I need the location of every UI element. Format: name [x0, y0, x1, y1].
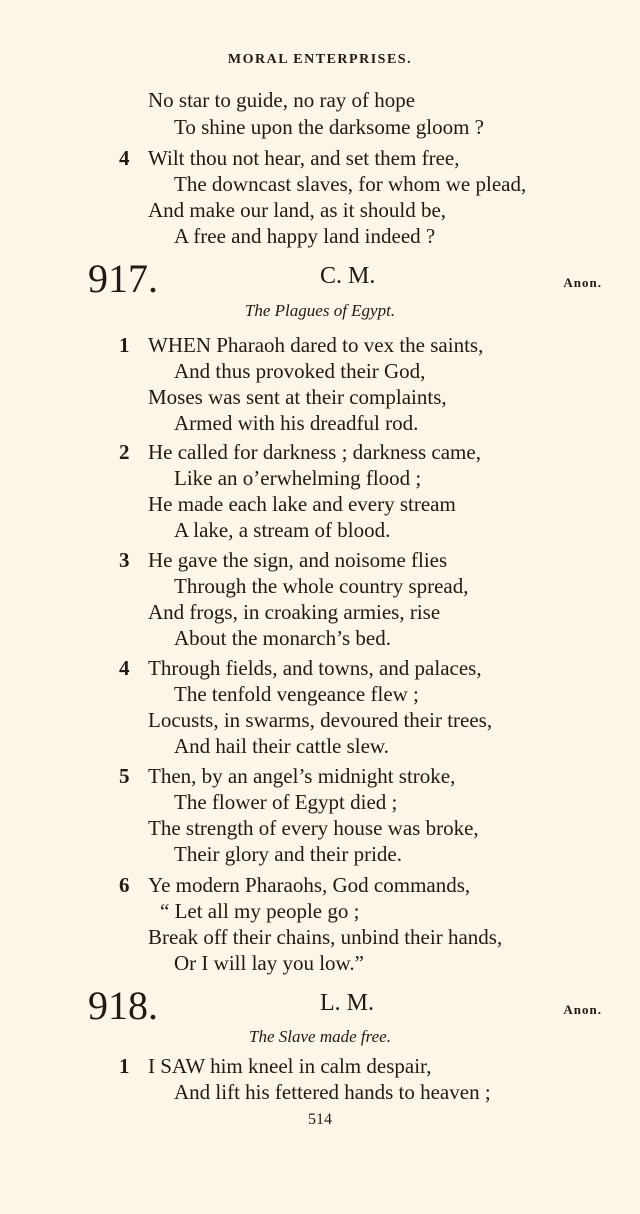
- hymn-title: The Slave made free.: [249, 1027, 391, 1046]
- verse-line: “ Let all my people go ;: [160, 899, 360, 923]
- verse-number: 4: [119, 146, 130, 170]
- verse-line: About the monarch’s bed.: [174, 626, 391, 650]
- verse-line: Break off their chains, unbind their hands,: [148, 925, 503, 949]
- verse-line: He called for darkness ; darkness came,: [148, 440, 481, 464]
- verse-line: Wilt thou not hear, and set them free,: [148, 146, 460, 170]
- hymn-meter: L. M.: [320, 990, 374, 1016]
- verse-line: The strength of every house was broke,: [148, 816, 479, 840]
- verse-line: And lift his fettered hands to heaven ;: [174, 1080, 491, 1104]
- hymn-meter: C. M.: [320, 263, 376, 289]
- verse-line: Or I will lay you low.”: [174, 951, 364, 975]
- verse-number: 1: [119, 333, 130, 357]
- verse-line: Ye modern Pharaohs, God commands,: [148, 873, 471, 897]
- verse-line: Like an o’erwhelming flood ;: [174, 466, 422, 490]
- verse-number: 1: [119, 1054, 130, 1078]
- verse-number: 3: [119, 548, 130, 572]
- verse-line: And hail their cattle slew.: [174, 734, 389, 758]
- carryover-line: No star to guide, no ray of hope: [148, 88, 416, 112]
- verse-line: He made each lake and every stream: [148, 492, 456, 516]
- verse-line: The downcast slaves, for whom we plead,: [174, 172, 527, 196]
- verse-line: Through the whole country spread,: [174, 574, 469, 598]
- verse-line: WHEN Pharaoh dared to vex the saints,: [148, 333, 484, 357]
- hymn-number: 918.: [88, 983, 158, 1028]
- verse-line: Through fields, and towns, and palaces,: [148, 656, 482, 680]
- verse-line: A free and happy land indeed ?: [174, 224, 436, 248]
- verse-line: Their glory and their pride.: [174, 842, 403, 866]
- verse-line: He gave the sign, and noisome flies: [148, 548, 448, 572]
- verse-number: 4: [119, 656, 130, 680]
- carryover-line: To shine upon the darksome gloom ?: [174, 115, 484, 139]
- verse-number: 5: [119, 764, 130, 788]
- verse-number: 6: [119, 873, 130, 897]
- hymn-title: The Plagues of Egypt.: [244, 301, 396, 320]
- verse-line: And thus provoked their God,: [174, 359, 426, 383]
- verse-line: Moses was sent at their complaints,: [148, 385, 447, 409]
- verse-line: Then, by an angel’s midnight stroke,: [148, 764, 456, 788]
- verse-number: 2: [119, 440, 130, 464]
- verse-line: The tenfold vengeance flew ;: [174, 682, 419, 706]
- running-head: MORAL ENTERPRISES.: [227, 52, 413, 67]
- verse-line: I SAW him kneel in calm despair,: [148, 1054, 432, 1078]
- verse-line: And make our land, as it should be,: [148, 198, 447, 222]
- verse-line: The flower of Egypt died ;: [174, 790, 398, 814]
- hymn-author: Anon.: [563, 1002, 602, 1017]
- verse-line: A lake, a stream of blood.: [174, 518, 391, 542]
- page-number: 514: [308, 1111, 332, 1128]
- verse-line: Locusts, in swarms, devoured their trees,: [148, 708, 493, 732]
- hymn-number: 917.: [88, 256, 158, 301]
- verse-line: Armed with his dreadful rod.: [174, 411, 419, 435]
- verse-line: And frogs, in croaking armies, rise: [148, 600, 441, 624]
- hymn-author: Anon.: [563, 275, 602, 290]
